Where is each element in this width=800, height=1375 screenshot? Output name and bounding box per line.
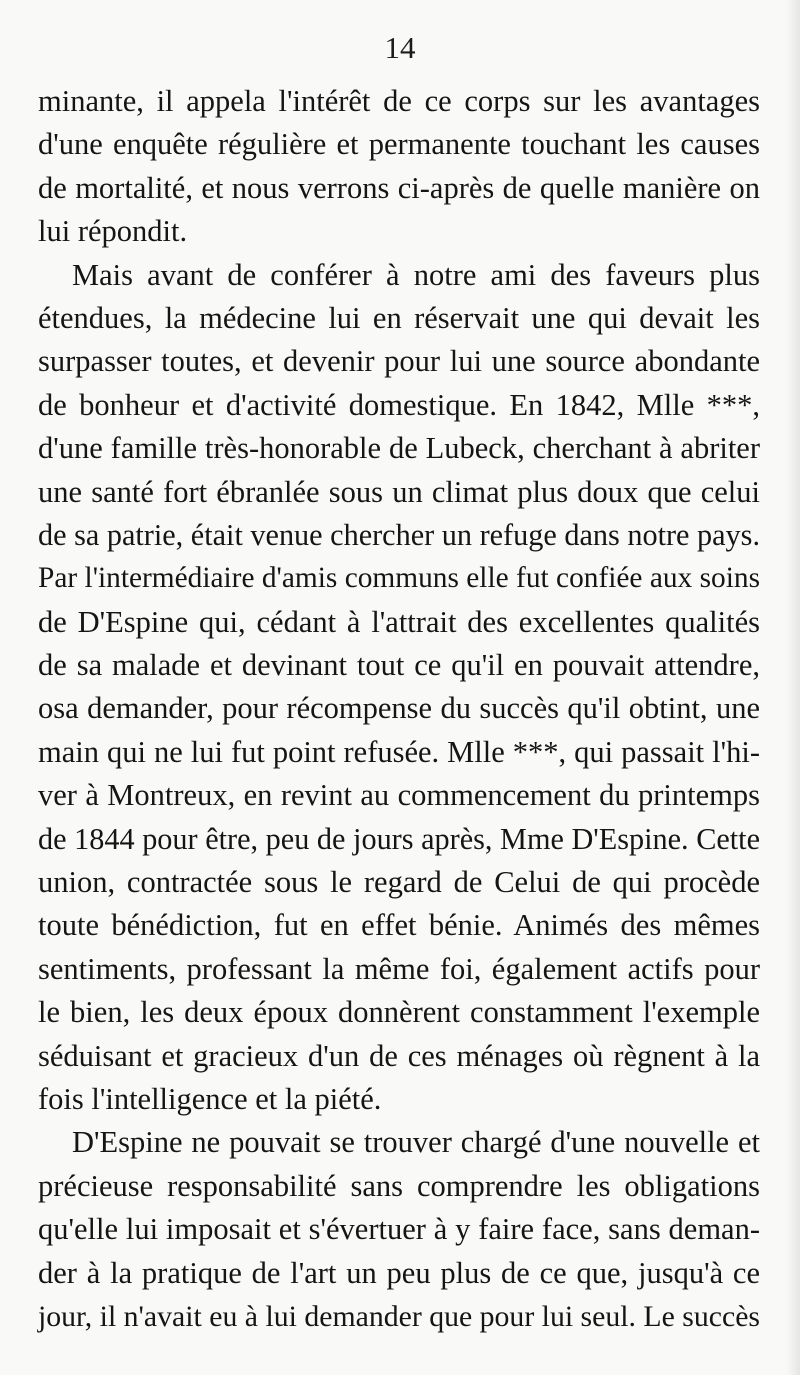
text-line: une santé fort ébranlée sous un climat plus doux que celui: [38, 474, 760, 509]
text-line: précieuse responsabilité sans comprendre les obligations: [38, 1168, 760, 1203]
text-line: fois l'intelligence et la piété.: [38, 1081, 382, 1116]
body-text: [38, 80, 760, 1338]
text-line: le bien, les deux époux donnèrent constamment l'exemple: [38, 995, 760, 1030]
text-line: sentiments, professant la même foi, également actifs pour: [38, 951, 760, 986]
text-line: de 1844 pour être, peu de jours après, Mme D'Espine. Cette: [38, 821, 760, 856]
text-line: qu'elle lui imposait et s'évertuer à y faire face, sans deman-: [38, 1212, 760, 1247]
page-edge-shadow: [786, 0, 800, 1375]
text-line: d'une enquête régulière et permanente touchant les causes: [38, 127, 760, 162]
text-line: der à la pratique de l'art un peu plus de ce que, jusqu'à ce: [38, 1255, 760, 1290]
paragraph: [38, 1121, 760, 1338]
text-line: d'une famille très-honorable de Lubeck, cherchant à abriter: [38, 431, 760, 466]
text-line: osa demander, pour récompense du succès qu'il obtint, une: [38, 691, 760, 726]
text-line: de sa malade et devinant tout ce qu'il en pouvait attendre,: [38, 648, 760, 683]
text-line: surpasser toutes, et devenir pour lui une source abondante: [38, 344, 760, 379]
text-line: union, contractée sous le regard de Celui de qui procède: [38, 865, 760, 900]
text-line: séduisant et gracieux d'un de ces ménages où règnent à la: [38, 1038, 760, 1073]
paragraph: [38, 254, 760, 1122]
text-line: main qui ne lui fut point refusée. Mlle ***, qui passait l'hi-: [38, 734, 760, 769]
page-number: 14: [384, 30, 416, 65]
text-line: Mais avant de conférer à notre ami des faveurs plus: [72, 257, 760, 292]
text-line: toute bénédiction, fut en effet bénie. Animés des mêmes: [38, 908, 760, 943]
text-line: jour, il n'avait eu à lui demander que pour lui seul. Le succès: [38, 1299, 761, 1333]
text-line: Par l'intermédiaire d'amis communs elle fut confiée aux soins: [38, 562, 760, 595]
text-line: ver à Montreux, en revint au commencement du printemps: [38, 778, 760, 813]
text-line: de bonheur et d'activité domestique. En 1842, Mlle ***,: [38, 387, 760, 422]
text-line: de mortalité, et nous verrons ci-après de quelle manière on: [38, 170, 760, 205]
text-line: étendues, la médecine lui en réservait une qui devait les: [38, 300, 760, 335]
text-line: lui répondit.: [38, 214, 188, 249]
text-line: de D'Espine qui, cédant à l'attrait des excellentes qualités: [38, 604, 760, 639]
text-line: minante, il appela l'intérêt de ce corps sur les avantages: [38, 84, 760, 118]
text-line: de sa patrie, était venue chercher un refuge dans notre pays.: [38, 517, 760, 552]
text-line: D'Espine ne pouvait se trouver chargé d'une nouvelle et: [72, 1125, 760, 1160]
paragraph: [38, 80, 760, 254]
